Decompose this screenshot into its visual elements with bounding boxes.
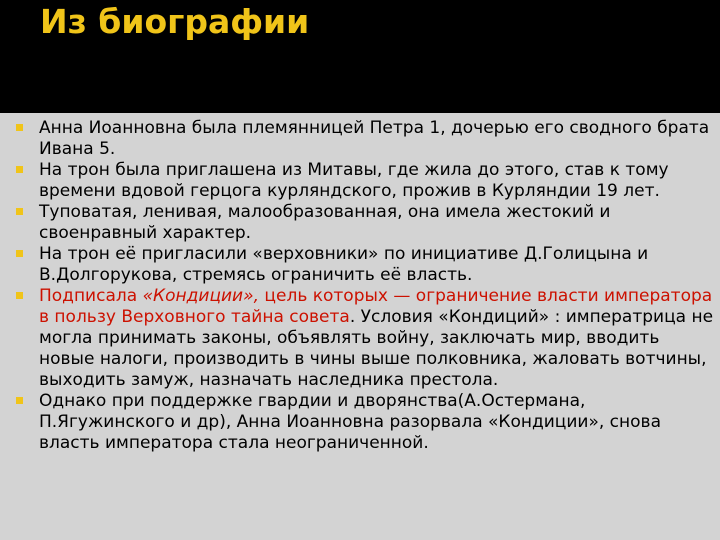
square-bullet-icon [16,208,23,215]
bullet-text: . Условия «Кондиций» : императрица не могла принимать законы, объявлять войну, заключать мир, вводить новые налоги, производить в чины выше полковника, жаловать вотчины, выходить замуж, назначать наследника престола. [39,307,714,390]
square-bullet-icon [16,292,23,299]
bullet-item [16,118,716,160]
conditions-term: «Кондиции», [142,286,260,306]
bullet-item [16,391,716,454]
bullet-text: Анна Иоанновна была племянницей Петра 1, дочерью его сводного брата Ивана 5. [39,118,710,159]
bullet-item [16,244,716,286]
highlight-text-red: Подписала [39,286,143,306]
bullet-item [16,202,716,244]
square-bullet-icon [16,166,23,173]
square-bullet-icon [16,250,23,257]
square-bullet-icon [16,397,23,404]
bullet-text: На трон её пригласили «верховники» по инициативе Д.Голицына и В.Долгорукова, стремясь ограничить её власть. [39,244,649,285]
bullet-item-conditions [16,286,716,391]
bullet-text: На трон была приглашена из Митавы, где жила до этого, став к тому времени вдовой герцога курляндского, прожив в Курляндии 19 лет. [39,160,669,201]
bullet-list [16,118,716,454]
bullet-text: Однако при поддержке гвардии и дворянства(А.Остермана, П.Ягужинского и др), Анна Иоанновна разорвала «Кондиции», снова власть императора стала неограниченной. [39,391,661,453]
bullet-text: Туповатая, ленивая, малообразованная, она имела жестокий и своенравный характер. [39,202,611,243]
title-bar [0,0,720,113]
slide-title: Из биографии [40,2,310,41]
highlight-text-red-continued: цель которых — ограничение власти императора в пользу Верховного тайна совета [39,286,713,327]
square-bullet-icon [16,124,23,131]
bullet-item [16,160,716,202]
